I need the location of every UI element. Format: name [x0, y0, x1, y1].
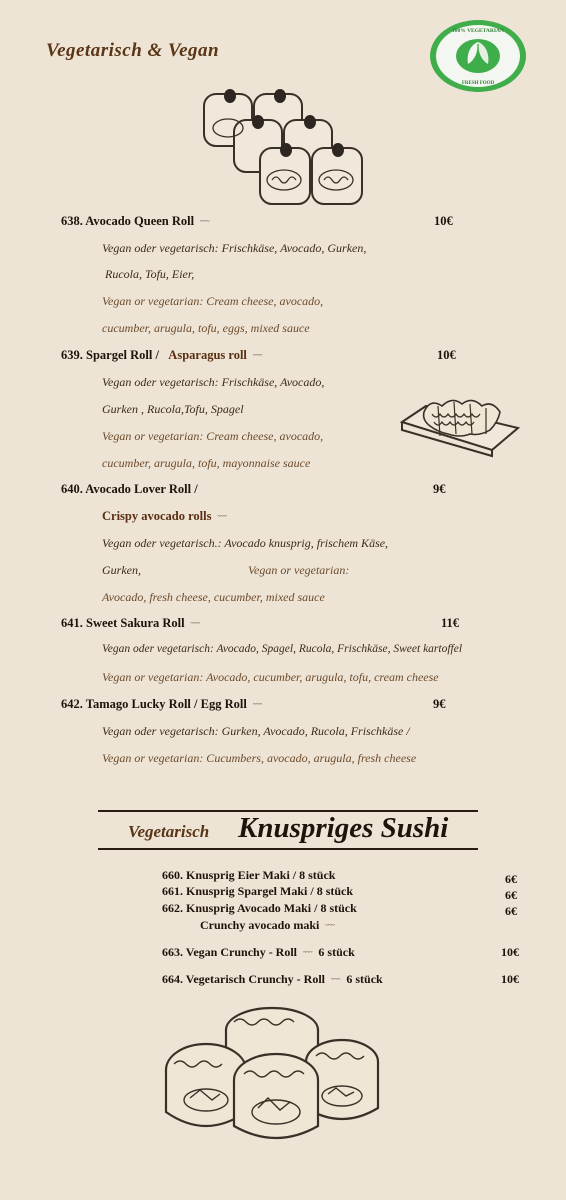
item-title-640: 640. Avocado Lover Roll /	[61, 482, 198, 496]
section-title: Vegetarisch & Vegan	[46, 40, 220, 61]
crispy-price: 6€	[505, 872, 517, 886]
badge-top-text: 100% VEGETARIAN	[452, 28, 504, 34]
item-price-640: 9€	[433, 482, 446, 496]
item-title-641: 641. Sweet Sakura Roll ~~~	[61, 616, 200, 630]
item-price-641: 11€	[441, 616, 460, 630]
crispy-big-title: Knuspriges Sushi	[238, 812, 449, 844]
crispy-item: 663. Vegan Crunchy - Roll ~~~ 6 stück	[162, 945, 355, 959]
item-desc-de: Vegan oder vegetarisch: Gurken, Avocado, Rucola, Frischkäse /	[102, 724, 410, 738]
item-desc-de: Rucola, Tofu, Eier,	[105, 267, 195, 281]
crispy-item: 661. Knusprig Spargel Maki / 8 stück	[162, 884, 354, 898]
item-desc-en: Vegan or vegetarian: Avocado, cucumber, arugula, tofu, cream cheese	[102, 670, 439, 684]
item-price-638: 10€	[434, 214, 453, 228]
item-price-639: 10€	[437, 348, 456, 362]
item-price-642: 9€	[433, 697, 446, 711]
item-desc-de: Gurken,	[102, 563, 141, 577]
sushi-rolls-illustration	[198, 84, 368, 210]
divider-bottom	[98, 848, 478, 850]
crispy-item-subtitle: Crunchy avocado maki ~~~	[200, 918, 335, 932]
crispy-price: 10€	[501, 945, 519, 959]
crispy-price: 6€	[505, 888, 517, 902]
item-desc-de: Vegan oder vegetarisch: Avocado, Spagel, Rucola, Frischkäse, Sweet kartoffel	[102, 643, 463, 655]
item-desc-en: cucumber, arugula, tofu, mayonnaise sauce	[102, 456, 311, 470]
item-desc-de: Vegan oder vegetarisch: Frischkäse, Avocado,	[102, 375, 325, 389]
crispy-item: 664. Vegetarisch Crunchy - Roll ~~~ 6 stück	[162, 972, 383, 986]
crispy-small-title: Vegetarisch	[128, 822, 210, 841]
item-desc-en: cucumber, arugula, tofu, eggs, mixed sauce	[102, 321, 310, 335]
item-desc-en: Vegan or vegetarian: Cucumbers, avocado, arugula, fresh cheese	[102, 751, 417, 765]
item-desc-de: Vegan oder vegetarisch.: Avocado knusprig, frischem Käse,	[102, 536, 389, 550]
crispy-price: 6€	[505, 904, 517, 918]
crispy-sushi-illustration	[162, 1000, 384, 1150]
item-title-638: 638. Avocado Queen Roll ~~~	[61, 214, 210, 228]
item-desc-en: Vegan or vegetarian: Cream cheese, avocado,	[102, 429, 324, 443]
item-desc-de: Gurken , Rucola,Tofu, Spagel	[102, 402, 244, 416]
item-title-639: 639. Spargel Roll / Asparagus roll ~~~	[61, 348, 263, 362]
crispy-item: 660. Knusprig Eier Maki / 8 stück	[162, 868, 336, 882]
vegetarian-badge-icon	[428, 18, 528, 94]
item-title-642: 642. Tamago Lucky Roll / Egg Roll ~~~	[61, 697, 263, 711]
item-desc-en: Vegan or vegetarian:	[248, 563, 350, 577]
crispy-item: 662. Knusprig Avocado Maki / 8 stück	[162, 901, 357, 915]
item-desc-en: Vegan or vegetarian: Cream cheese, avocado,	[102, 294, 324, 308]
crispy-price: 10€	[501, 972, 519, 986]
badge-bottom-text: FRESH FOOD	[461, 81, 495, 86]
item-subtitle-640: Crispy avocado rolls ~~~	[102, 509, 227, 523]
asparagus-roll-illustration	[398, 392, 522, 464]
item-desc-de: Vegan oder vegetarisch: Frischkäse, Avocado, Gurken,	[102, 241, 367, 255]
item-desc-en: Avocado, fresh cheese, cucumber, mixed sauce	[102, 590, 325, 604]
